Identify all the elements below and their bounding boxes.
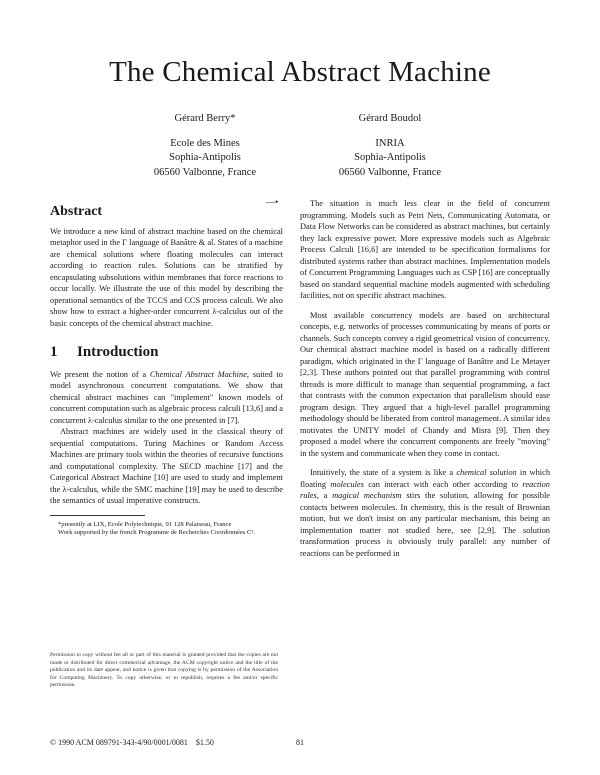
emphasis: chemical solution	[456, 468, 517, 477]
author-affiliation-line: Sophia-Antipolis	[169, 152, 241, 163]
paper-title: The Chemical Abstract Machine	[109, 56, 491, 88]
intro-paragraph-2: Abstract machines are widely used in the classical theory of sequential computations. Turing Machines or Random Access Machines are primary tools within the theories of recursive functions and computational complexity. The SECD machine [17] and the Categorical Abstract Machine [10] are used to study and implement the λ-calculus, while the SMC machine [19] may be used to describe the semantics of usual imperative constructs.	[50, 427, 283, 505]
abstract-text: We introduce a new kind of abstract machine based on the chemical metaphor used in the Γ language of Banâtre & al. States of a machine are chemical solutions where floating molecules can interact according to reaction rules. Solutions can be stratified by encapsulating subsolutions within membranes that force reactions to occur locally. We illustrate the use of this model by describing the operational semantics of the TCCS and CCS process calculi. We also show how to extract a higher-order concurrent λ-calculus out of the basic concepts of the chemical abstract machine.	[50, 226, 283, 328]
section-title: Introduction	[77, 344, 159, 360]
author-affiliation-line: INRIA	[375, 137, 405, 149]
margin-mark: —•	[266, 197, 279, 207]
body-paragraph: Most available concurrency models are based on architectural concepts, e.g. networks of processes communicating by means of ports or channels. Such concepts convey a rigid geometrical vision of concurrency. Our chemical abstract machine model is based on a radically different paradigm, which originated in the Γ language of Banâtre and Le Metayer [2,3]. These authors pointed out that parallel programming with control threads is more difficult to manage than sequential programming, a fact that contrasts with the common expectation that parallelism should ease program design. They argued that a high-level parallel programming methodology should be liberated from control management. A similar idea motivates the UNITY model of Chandy and Misra [9]. Then they proposed a model where the concurrent components are freely "moving" in the system and communicate when they come in contact.	[300, 310, 550, 458]
author-affiliation-line: 06560 Valbonne, France	[153, 166, 257, 178]
section-number: 1	[50, 344, 58, 360]
abstract-heading: Abstract	[50, 204, 103, 219]
emphasis: molecules	[330, 479, 364, 489]
right-column	[300, 198, 550, 559]
copyright-line: © 1990 ACM 089791-343-4/90/0001/0081 $1.50	[50, 738, 214, 747]
footnote-rule	[50, 515, 145, 516]
body-paragraph: Intuitively, the state of a system is like a chemical solution in which floating molecules can interact with each other according to reaction rules, a magical mechanism stirs the solution, allowing for possible contacts between molecules. In chemistry, this is the result of Brownian motion, but we don't insist on any particular mechanism, this being an implementation matter not studied here, see [2,9]. The solution transformation process is obviously truly parallel: any number of reactions can be performed in	[300, 468, 551, 558]
footnote: *presently at LIX, Ecole Polytechnique, 91 128 Palaiseau, France	[58, 520, 232, 528]
author-affiliation-line: Sophia-Antipolis	[354, 152, 426, 163]
emphasis: Chemical Abstract Machine	[149, 369, 247, 379]
author-affiliation-line: 06560 Valbonne, France	[338, 166, 442, 178]
author-block-berry	[105, 112, 305, 180]
body-paragraph: The situation is much less clear in the field of concurrent programming. Models such as Petri Nets, Communicating Automata, or Data Flow Networks can be considered as abstract machines, but certainly they lack expressive power. More expressive models such as Algebraic Process Calculi [16,6] are intended to be specification formalisms for distributed systems rather than abstract machines. Implementation models of Concurrent Programming Languages such as CSP [16] are conceptually based on standard sequential machine models augmented with scheduling facilities, not on specific abstract machines.	[300, 199, 550, 300]
left-column	[50, 206, 283, 538]
page-number: 81	[296, 738, 304, 747]
author-block-boudol	[290, 112, 490, 180]
footnote: Work supported by the french Programme de Recherches Coordonnées C³.	[58, 529, 256, 537]
author-name: Gérard Berry*	[174, 113, 236, 124]
section-heading-introduction	[50, 344, 283, 360]
emphasis: reaction rules	[300, 479, 550, 500]
permission-notice: Permission to copy without fee all or part of this material is granted provided that the copies are not made or distributed for direct commercial advantage, the ACM copyright notice and the title of the publication and its date appear, and notice is given that copying is by permission of the Association for Computing Machinery. To copy otherwise, or to republish, requires a fee and/or specific permission.	[50, 652, 278, 689]
author-affiliation-line: Ecole des Mines	[170, 137, 240, 149]
author-name: Gérard Boudol	[358, 113, 422, 124]
emphasis: magical mechanism	[332, 491, 402, 500]
intro-paragraph-1: We present the notion of a Chemical Abstract Machine, suited to model asynchronous concurrent computations. We show that chemical abstract machines can "implement" known models of concurrent computation such as algebraic process calculi [13,6] and a concurrent λ-calculus similar to the one presented in [7].	[50, 369, 284, 425]
